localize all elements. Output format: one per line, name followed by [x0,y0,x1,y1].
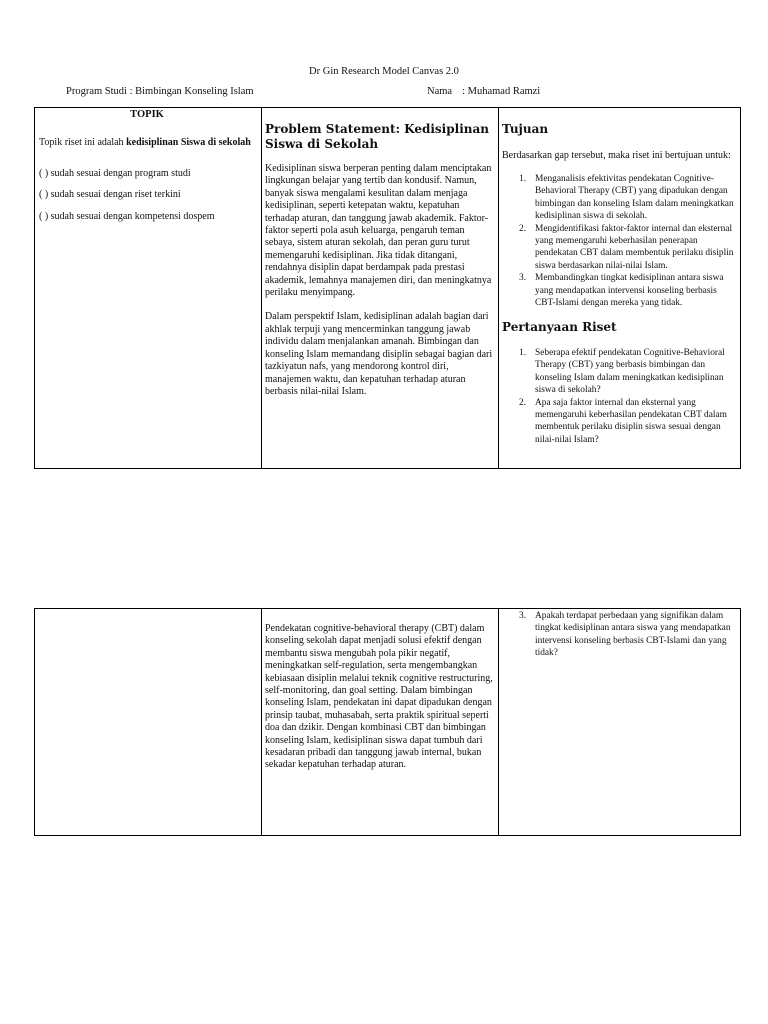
topik-heading: TOPIK [130,109,164,120]
topik-cell [39,108,255,223]
canvas-table-page1 [34,107,741,469]
document-title: Dr Gin Research Model Canvas 2.0 [309,66,459,77]
problem-paragraph-2: Dalam perspektif Islam, kedisiplinan adalah bagian dari akhlak terpuji yang mencerminkan tanggung jawab individu dalam menjalankan amanah. Bimbingan dan konseling Islam memandang disiplin sebagai bagian dari tazkiyatun nafs, yang mendorong kontrol diri, manajemen waktu, dan kepatuhan terhadap aturan berbasis nilai-nilai Islam. [265,311,493,397]
list-number: 2. [519,223,527,234]
list-text: Apakah terdapat perbedaan yang signifikan dalam tingkat kedisiplinan antara siswa yang mendapatkan intervensi konseling berbasis CBT-Islami dan yang tidak? [535,611,731,659]
topik-intro-bold: kedisiplinan Siswa di sekolah [126,137,251,149]
topik-check-riset: ( ) sudah sesuai dengan riset terkini [39,189,181,201]
pertanyaan-list-continued [502,610,736,660]
list-number: 2. [519,397,527,408]
problem-paragraph-1: Kedisiplinan siswa berperan penting dalam menciptakan lingkungan belajar yang tertib dan kondusif. Namun, banyak siswa mengalami kesulitan dalam menjaga kedisiplinan, seperti ketepatan waktu, kepatuhan terhadap aturan, dan tanggung jawab akademik. Faktor-faktor seperti pola asuh keluarga, pengaruh teman sebaya, sistem aturan sekolah, dan peran guru turut memengaruhi kedisiplinan. Jika tidak ditangani, rendahnya disiplin dapat berdampak pada prestasi akademik, lemahnya manajemen diri, dan meningkatnya perilaku menyimpang. [265,163,492,299]
pertanyaan-heading: Pertanyaan Riset [502,320,617,335]
pertanyaan-item [502,397,736,447]
tujuan-item [502,173,736,223]
problem-statement-cell [265,122,493,398]
tujuan-list [502,173,736,309]
column-divider [261,108,262,468]
tujuan-intro: Berdasarkan gap tersebut, maka riset ini bertujuan untuk: [502,149,731,161]
pertanyaan-item [502,610,736,660]
nama-value: : Muhamad Ramzi [462,86,541,97]
tujuan-cell [502,122,736,467]
list-number: 1. [519,347,527,358]
list-text: Membandingkan tingkat kedisiplinan antara siswa yang mendapatkan intervensi konseling berbasis CBT-Islami dengan mereka yang tidak. [535,273,724,308]
list-text: Seberapa efektif pendekatan Cognitive-Behavioral Therapy (CBT) yang berbasis bimbingan dan konseling Islam dalam meningkatkan kedisiplinan siswa di sekolah? [535,347,725,396]
column-divider [498,609,499,835]
list-number: 3. [519,611,527,621]
topik-check-prodi: ( ) sudah sesuai dengan program studi [39,167,191,179]
problem-paragraph-3: Pendekatan cognitive-behavioral therapy (CBT) dalam konseling sekolah dapat menjadi solusi efektif dengan membantu siswa mengubah pola pikir negatif, meningkatkan self-regulation, serta mengembangkan kebiasaan disiplin melalui teknik cognitive restructuring, self-monitoring, dan goal setting. Dalam bimbingan konseling Islam, pendekatan ini dapat dipadukan dengan prinsip taubat, muhasabah, serta praktik spiritual seperti doa dan dzikir. Dengan kombinasi CBT dan bimbingan konseling Islam, kedisiplinan siswa dapat tumbuh dari kesadaran pribadi dan tanggung jawab internal, bukan sekadar kepatuhan terhadap aturan. [265,623,493,771]
list-number: 3. [519,273,527,284]
topik-intro-text: Topik riset ini adalah [39,137,127,149]
topik-intro [39,137,255,150]
tujuan-item [502,272,736,309]
pertanyaan-cell-continued [502,609,736,660]
list-text: Apa saja faktor internal dan eksternal yang memengaruhi keberhasilan pendekatan CBT dalam membentuk perilaku disiplin siswa sesuai dengan nilai-nilai Islam? [535,397,727,445]
pertanyaan-item [502,347,736,397]
column-divider [261,609,262,835]
list-text: Mengidentifikasi faktor-faktor internal dan eksternal yang memengaruhi keberhasilan penerapan pendekatan CBT dalam membentuk perilaku disiplin siswa berdasarkan nilai-nilai Islam. [535,223,734,271]
pertanyaan-list [502,347,736,446]
nama-label: Nama [427,86,453,97]
list-number: 1. [519,173,527,184]
problem-heading: Problem Statement: Kedisiplinan Siswa di Sekolah [265,122,489,151]
column-divider [498,108,499,468]
topik-check-dospem: ( ) sudah sesuai dengan kompetensi dospem [39,210,215,222]
canvas-table-page2 [34,608,741,836]
nama-line [427,86,540,97]
program-studi: Program Studi : Bimbingan Konseling Islam [66,86,254,97]
problem-statement-cell-continued [265,623,493,772]
tujuan-heading: Tujuan [502,122,549,136]
list-text: Menganalisis efektivitas pendekatan Cognitive-Behavioral Therapy (CBT) yang dipadukan dengan bimbingan dan konseling Islam dalam meningkatkan kedisiplinan siswa di sekolah. [535,173,734,222]
tujuan-item [502,223,736,273]
